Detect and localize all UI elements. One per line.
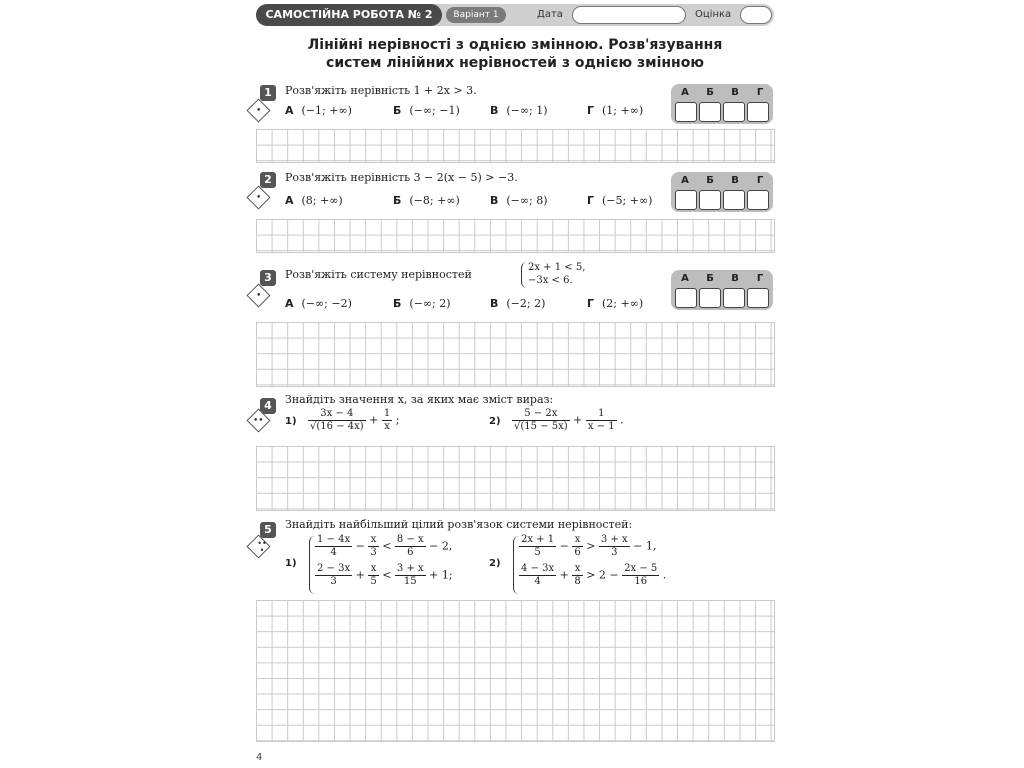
answer-box: А Б В Г [671, 270, 773, 310]
option-c: В (−∞; 1) [490, 104, 548, 117]
fraction: $\frac{5 - 2x}{√(15 - 5x)}$ [514, 408, 568, 432]
system-2-row-1: $\frac{2x + 1}{5}$ − $\frac{x}{6}$ > $\frac{3 + x}{3}$ − 1, [521, 534, 657, 558]
option-a: А (−1; +∞) [285, 104, 352, 117]
option-b: Б (−∞; 2) [393, 297, 451, 310]
title-line-2: систем лінійних нерівностей з однією змінною [326, 55, 704, 71]
header-bar [256, 4, 774, 26]
system-brace [521, 262, 527, 288]
answer-cell-b[interactable] [699, 288, 721, 308]
difficulty-dots: • [256, 193, 262, 203]
answer-cell-b[interactable] [699, 102, 721, 122]
option-c: В (−∞; 8) [490, 194, 548, 207]
task-number: 2 [260, 172, 276, 188]
work-grid[interactable] [256, 446, 775, 511]
answer-cell-a[interactable] [675, 190, 697, 210]
system-1-row-2: $\frac{2 - 3x}{3}$ + $\frac{x}{5}$ < $\frac{3 + x}{15}$ + 1; [317, 563, 453, 587]
work-title: САМОСТІЙНА РОБОТА № 2 [256, 4, 442, 26]
task-number: 3 [260, 270, 276, 286]
task-text: Знайдіть значення x, за яких має зміст вираз: [285, 393, 554, 406]
mark-label: Оцінка [695, 9, 732, 20]
work-grid[interactable] [256, 219, 775, 253]
task-number: 1 [260, 85, 276, 101]
answer-cell-a[interactable] [675, 288, 697, 308]
mark-field[interactable] [740, 6, 772, 24]
system-1-row-1: $\frac{1 - 4x}{4}$ − $\frac{x}{3}$ < $\frac{8 - x}{6}$ − 2, [317, 534, 453, 558]
page-title [256, 36, 774, 72]
system-line-1: 2x + 1 < 5, [528, 262, 586, 273]
task-text: Знайдіть найбільший цілий розв'язок системи нерівностей: [285, 518, 633, 531]
option-d: Г (2; +∞) [587, 297, 644, 310]
system-label-1: 1) [285, 558, 297, 569]
difficulty-dots: • [256, 106, 262, 116]
task-text: Розв'яжіть нерівність 1 + 2x > 3. [285, 84, 477, 97]
option-a: А (8; +∞) [285, 194, 343, 207]
system-2-row-2: $\frac{4 - 3x}{4}$ + $\frac{x}{8}$ > 2 − $\frac{2x - 5}{16}$ . [521, 563, 667, 587]
date-label: Дата [537, 9, 563, 20]
answer-box: А Б В Г [671, 172, 773, 212]
fraction: $\frac{1}{x}$ [383, 408, 391, 432]
answer-cell-d[interactable] [747, 102, 769, 122]
answer-cell-c[interactable] [723, 288, 745, 308]
answer-cell-c[interactable] [723, 102, 745, 122]
fraction: $\frac{1}{x - 1}$ [587, 408, 615, 432]
difficulty-dots: •• [253, 416, 264, 426]
date-field[interactable] [572, 6, 686, 24]
task-number: 5 [260, 522, 276, 538]
answer-cell-d[interactable] [747, 190, 769, 210]
option-b: Б (−8; +∞) [393, 194, 460, 207]
option-b: Б (−∞; −1) [393, 104, 460, 117]
option-d: Г (1; +∞) [587, 104, 644, 117]
work-grid[interactable] [256, 322, 775, 387]
option-c: В (−2; 2) [490, 297, 546, 310]
answer-cell-a[interactable] [675, 102, 697, 122]
expression-1: 1) $\frac{3x - 4}{√(16 - 4x)}$ + $\frac{1}{x}$ ; [285, 408, 400, 432]
answer-cell-d[interactable] [747, 288, 769, 308]
system-line-2: −3x < 6. [528, 275, 573, 286]
work-grid[interactable] [256, 129, 775, 163]
task-text: Розв'яжіть нерівність 3 − 2(x − 5) > −3. [285, 171, 518, 184]
option-d: Г (−5; +∞) [587, 194, 653, 207]
task-number: 4 [260, 398, 276, 414]
system-label-2: 2) [489, 558, 501, 569]
answer-cell-b[interactable] [699, 190, 721, 210]
difficulty-dots: •• • [257, 539, 267, 555]
answer-box: А Б В Г [671, 84, 773, 124]
expression-2: 2) $\frac{5 - 2x}{√(15 - 5x)}$ + $\frac{1}{x - 1}$ . [489, 408, 624, 432]
title-line-1: Лінійні нерівності з однією змінною. Розв'язування [307, 37, 723, 53]
variant-badge: Варіант 1 [446, 7, 506, 23]
page-number: 4 [256, 752, 263, 763]
answer-cell-c[interactable] [723, 190, 745, 210]
difficulty-dots: • [256, 291, 262, 301]
task-text: Розв'яжіть систему нерівностей [285, 268, 472, 281]
work-grid[interactable] [256, 600, 775, 742]
option-a: А (−∞; −2) [285, 297, 352, 310]
fraction: $\frac{3x - 4}{√(16 - 4x)}$ [310, 408, 364, 432]
